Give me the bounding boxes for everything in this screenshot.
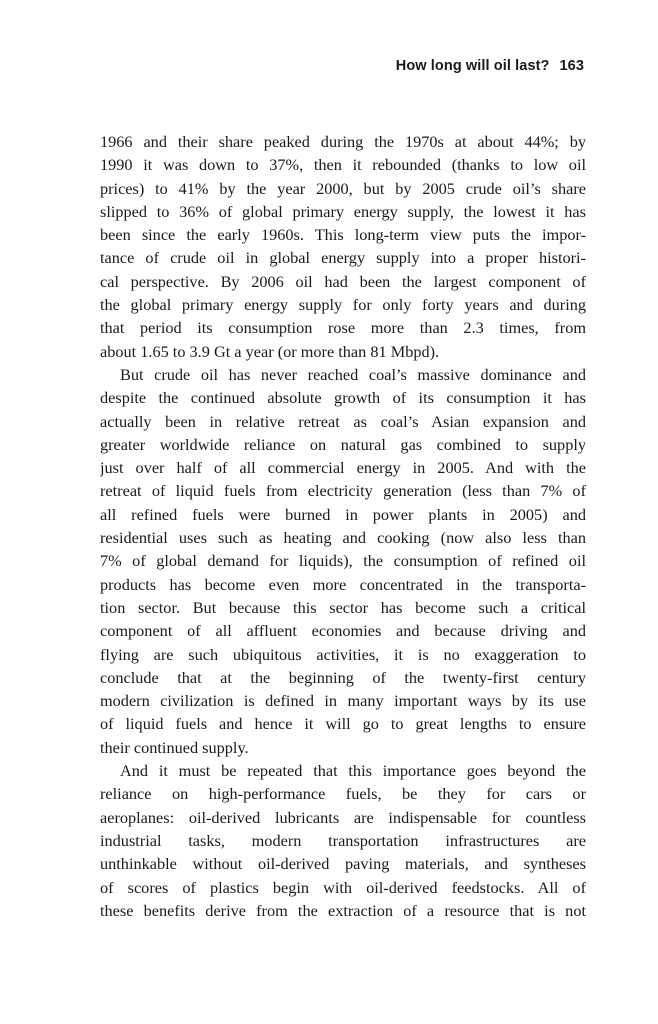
text-line: component of all affluent economies and because driving and xyxy=(100,621,586,641)
body-text xyxy=(100,130,586,922)
text-line: 1966 and their share peaked during the 1970s at about 44%; by xyxy=(100,132,586,151)
text-line: slipped to 36% of global primary energy supply, the lowest it has xyxy=(100,201,586,221)
text-line: all refined fuels were burned in power plants in 2005) and xyxy=(100,504,586,524)
text-line: residential uses such as heating and cooking (now also less than xyxy=(100,528,586,548)
text-line: conclude that at the beginning of the twenty-first century xyxy=(100,667,586,687)
text-line: actually been in relative retreat as coal’s Asian expansion and xyxy=(100,411,586,431)
text-line: industrial tasks, modern transportation infrastructures are xyxy=(100,830,586,850)
text-line: retreat of liquid fuels from electricity generation (less than 7% of xyxy=(100,481,586,501)
text-line: the global primary energy supply for only forty years and during xyxy=(100,295,586,315)
text-line: prices) to 41% by the year 2000, but by 2005 crude oil’s share xyxy=(100,178,586,198)
text-line: despite the continued absolute growth of its consumption it has xyxy=(100,388,586,408)
text-line: flying are such ubiquitous activities, it is no exaggeration to xyxy=(100,644,586,664)
text-line: 7% of global demand for liquids), the consumption of refined oil xyxy=(100,551,586,571)
text-line: about 1.65 to 3.9 Gt a year (or more than 81 Mbpd). xyxy=(100,341,440,361)
text-line: products has become even more concentrated in the transporta- xyxy=(100,574,586,594)
text-line: aeroplanes: oil-derived lubricants are indispensable for countless xyxy=(100,807,586,827)
paragraph-start-line: And it must be repeated that this importance goes beyond the xyxy=(120,761,586,781)
text-line: 1990 it was down to 37%, then it rebounded (thanks to low oil xyxy=(100,155,586,175)
text-line: that period its consumption rose more than 2.3 times, from xyxy=(100,318,586,338)
text-line: tance of crude oil in global energy supply into a proper histori- xyxy=(100,248,586,268)
text-line: greater worldwide reliance on natural gas combined to supply xyxy=(100,434,586,454)
text-line: cal perspective. By 2006 oil had been the largest component of xyxy=(100,271,586,291)
chapter-title: How long will oil last? xyxy=(395,58,550,74)
text-line: these benefits derive from the extraction of a resource that is not xyxy=(100,900,586,920)
text-line: of liquid fuels and hence it will go to great lengths to ensure xyxy=(100,714,586,734)
text-line: just over half of all commercial energy in 2005. And with the xyxy=(100,458,586,478)
text-line: been since the early 1960s. This long-term view puts the impor- xyxy=(100,225,586,245)
text-line: their continued supply. xyxy=(100,737,249,757)
page-number: 163 xyxy=(559,58,584,74)
paragraph-start-line: But crude oil has never reached coal’s massive dominance and xyxy=(120,364,586,384)
text-line: unthinkable without oil-derived paving materials, and syntheses xyxy=(100,854,586,874)
text-line: tion sector. But because this sector has become such a critical xyxy=(100,597,586,617)
text-line: of scores of plastics begin with oil-derived feedstocks. All of xyxy=(100,877,586,897)
text-line: reliance on high-performance fuels, be they for cars or xyxy=(100,784,586,804)
text-line: modern civilization is defined in many important ways by its use xyxy=(100,691,586,711)
running-head xyxy=(396,58,584,74)
